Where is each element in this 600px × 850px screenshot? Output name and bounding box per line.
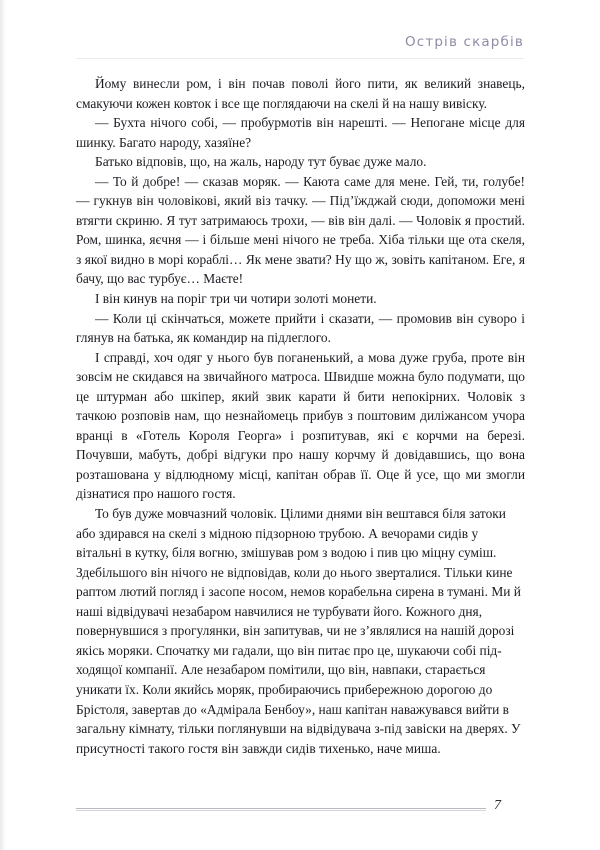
running-head-title: Острів скарбів — [404, 34, 524, 50]
paragraph: То був дуже мовчазний чоловік. Цілими днями він вештався біля затоки або здирався на скелі з мідною підзорною трубою. А вечорами сидів у вітальні в кутку, біля вогню, змішував ром з водою і пив цю міцну суміш. Здебільшого він нічого не відповідав, коли до нього зверталися. Тільки кине раптом лютий погляд і засопе носом, немов корабельна сирена в тумані. Ми й наші відвідувачі незабаром навчилися не турбувати його. Кожного дня, повернувшися з прогулянки, він запитував, чи не з’являлися на нашій дорозі якісь моряки. Спочатку ми гадали, що він питає про це, шукаючи собі підходящої компанії. Але незабаром помітили, що він, навпаки, старається уникати їх. Коли якийсь моряк, пробираючись прибережною дорогою до Брістоля, завертав до «Адмірала Бенбоу», наш капітан наважувався вийти в загальну кімнату, тільки поглянувши на відвідувача з-під завіски на дверях. У присутності такого гостя він завжди сидів тихенько, наче миша. — [76, 506, 521, 756]
footer-rule — [76, 808, 486, 809]
running-head — [76, 33, 524, 51]
paragraph: І справді, хоч одяг у нього був поганенький, а мова дуже груба, проте він зовсім не скидався на звичайного матроса. Швидше можна було подумати, що це штурман або шкіпер, який звик карати й бити непокірних. Чоловік з тачкою розповів нам, що незнайомець прибув з поштовим диліжансом учора вранці в «Готель Короля Георга» і розпитував, які є корчми на березі. Почувши, мабуть, добрі відгуки про нашу корчму й довідавшись, що вона розташована у відлюдному місці, капітан обрав її. Оце й усе, що ми змогли дізнатися про нашого гостя. — [76, 349, 525, 502]
paragraph: — Бухта нічого собі, — пробурмотів він нарешті. — Непогане місце для шинку. Багато народу, хазяїне? — [76, 115, 525, 150]
paragraph: І він кинув на поріг три чи чотири золоті монети. — [95, 291, 377, 307]
header-rule — [76, 58, 524, 59]
paragraph: Йому винесли ром, і він почав поволі його пити, як великий знавець, смакуючи кожен ковток і все ще поглядаючи на скелі й на нашу вивіску. — [76, 76, 525, 111]
page-number: 7 — [494, 798, 501, 813]
body-text — [76, 74, 525, 758]
paragraph: — Коли ці скінчаться, можете прийти і сказати, — промовив він суворо і глянув на батька, як командир на підлеглого. — [76, 310, 525, 346]
paragraph: — То й добре! — сказав моряк. — Каюта саме для мене. Гей, ти, голубе! — гукнув він чоловікові, який віз тачку. — Під’їжджай сюди, допоможи мені втягти скриню. Я тут затримаюсь трохи, — вів він далі. — Чоловік я простий. Ром, шинка, яєчня — і більше мені нічого не треба. Хіба тільки ще ота скеля, з якої видно в морі кораблі… Як мене звати? Ну що ж, зовіть капітаном. Еге, я бачу, що вас турбує… Маєте! — [76, 173, 525, 287]
paragraph: Батько відповів, що, на жаль, народу тут буває дуже мало. — [95, 154, 427, 170]
